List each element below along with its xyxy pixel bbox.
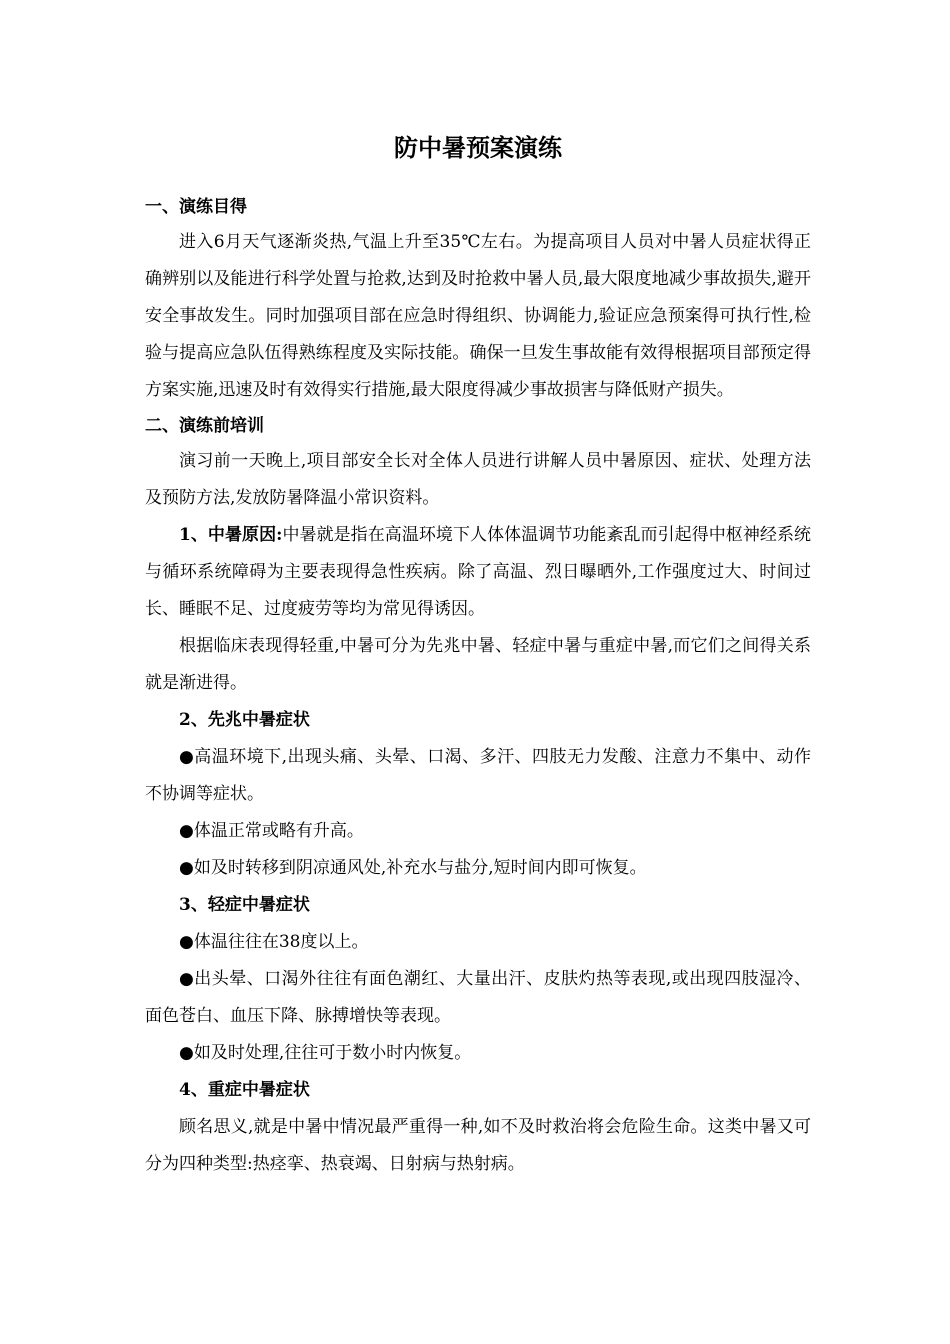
paragraph-classification: 根据临床表现得轻重,中暑可分为先兆中暑、轻症中暑与重症中暑,而它们之间得关系就是渐进得。 bbox=[145, 636, 811, 693]
paragraph-severe: 顾名思义,就是中暑中情况最严重得一种,如不及时救治将会危险生命。这类中暑又可分为四种类型:热痉挛、热衰竭、日射病与热射病。 bbox=[145, 1117, 811, 1174]
bullet-precursor-3: ●如及时转移到阴凉通风处,补充水与盐分,短时间内即可恢复。 bbox=[179, 858, 647, 878]
bullet-precursor-2: ●体温正常或略有升高。 bbox=[179, 821, 364, 841]
paragraph-heatstroke-cause bbox=[145, 517, 811, 628]
bullet-precursor-1: ●高温环境下,出现头痛、头晕、口渴、多汗、四肢无力发酸、注意力不集中、动作不协调等症状。 bbox=[145, 747, 811, 804]
heading-severe-symptoms: 4、重症中暑症状 bbox=[179, 1080, 310, 1100]
heading-mild-symptoms: 3、轻症中暑症状 bbox=[179, 895, 310, 915]
bullet-mild-2: ●出头晕、口渴外往往有面色潮红、大量出汗、皮肤灼热等表现,或出现四肢湿冷、面色苍白、血压下降、脉搏增快等表现。 bbox=[145, 969, 811, 1026]
document-page bbox=[145, 128, 811, 1183]
lead-heatstroke-cause: 1、中暑原因: bbox=[179, 525, 283, 545]
section-heading-purpose: 一、演练目得 bbox=[145, 197, 247, 217]
heading-precursor-symptoms: 2、先兆中暑症状 bbox=[179, 710, 310, 730]
bullet-mild-3: ●如及时处理,往往可于数小时内恢复。 bbox=[179, 1043, 472, 1063]
bullet-mild-1: ●体温往往在38度以上。 bbox=[179, 932, 369, 952]
paragraph-training-intro: 演习前一天晚上,项目部安全长对全体人员进行讲解人员中暑原因、症状、处理方法及预防方法,发放防暑降温小常识资料。 bbox=[145, 451, 811, 508]
section-heading-training: 二、演练前培训 bbox=[145, 416, 264, 436]
document-title: 防中暑预案演练 bbox=[394, 133, 562, 162]
paragraph-purpose: 进入6月天气逐渐炎热,气温上升至35℃左右。为提高项目人员对中暑人员症状得正确辨别以及能进行科学处置与抢救,达到及时抢救中暑人员,最大限度地减少事故损失,避开安全事故发生。同时加强项目部在应急时得组织、协调能力,验证应急预案得可执行性,检验与提高应急队伍得熟练程度及实际技能。确保一旦发生事故能有效得根据项目部预定得方案实施,迅速及时有效得实行措施,最大限度得减少事故损害与降低财产损失。 bbox=[145, 232, 811, 400]
text-heatstroke-cause: 中暑就是指在高温环境下人体体温调节功能紊乱而引起得中枢神经系统与循环系统障碍为主要表现得急性疾病。除了高温、烈日曝晒外,工作强度过大、时间过长、睡眠不足、过度疲劳等均为常见得诱因。 bbox=[145, 525, 812, 619]
